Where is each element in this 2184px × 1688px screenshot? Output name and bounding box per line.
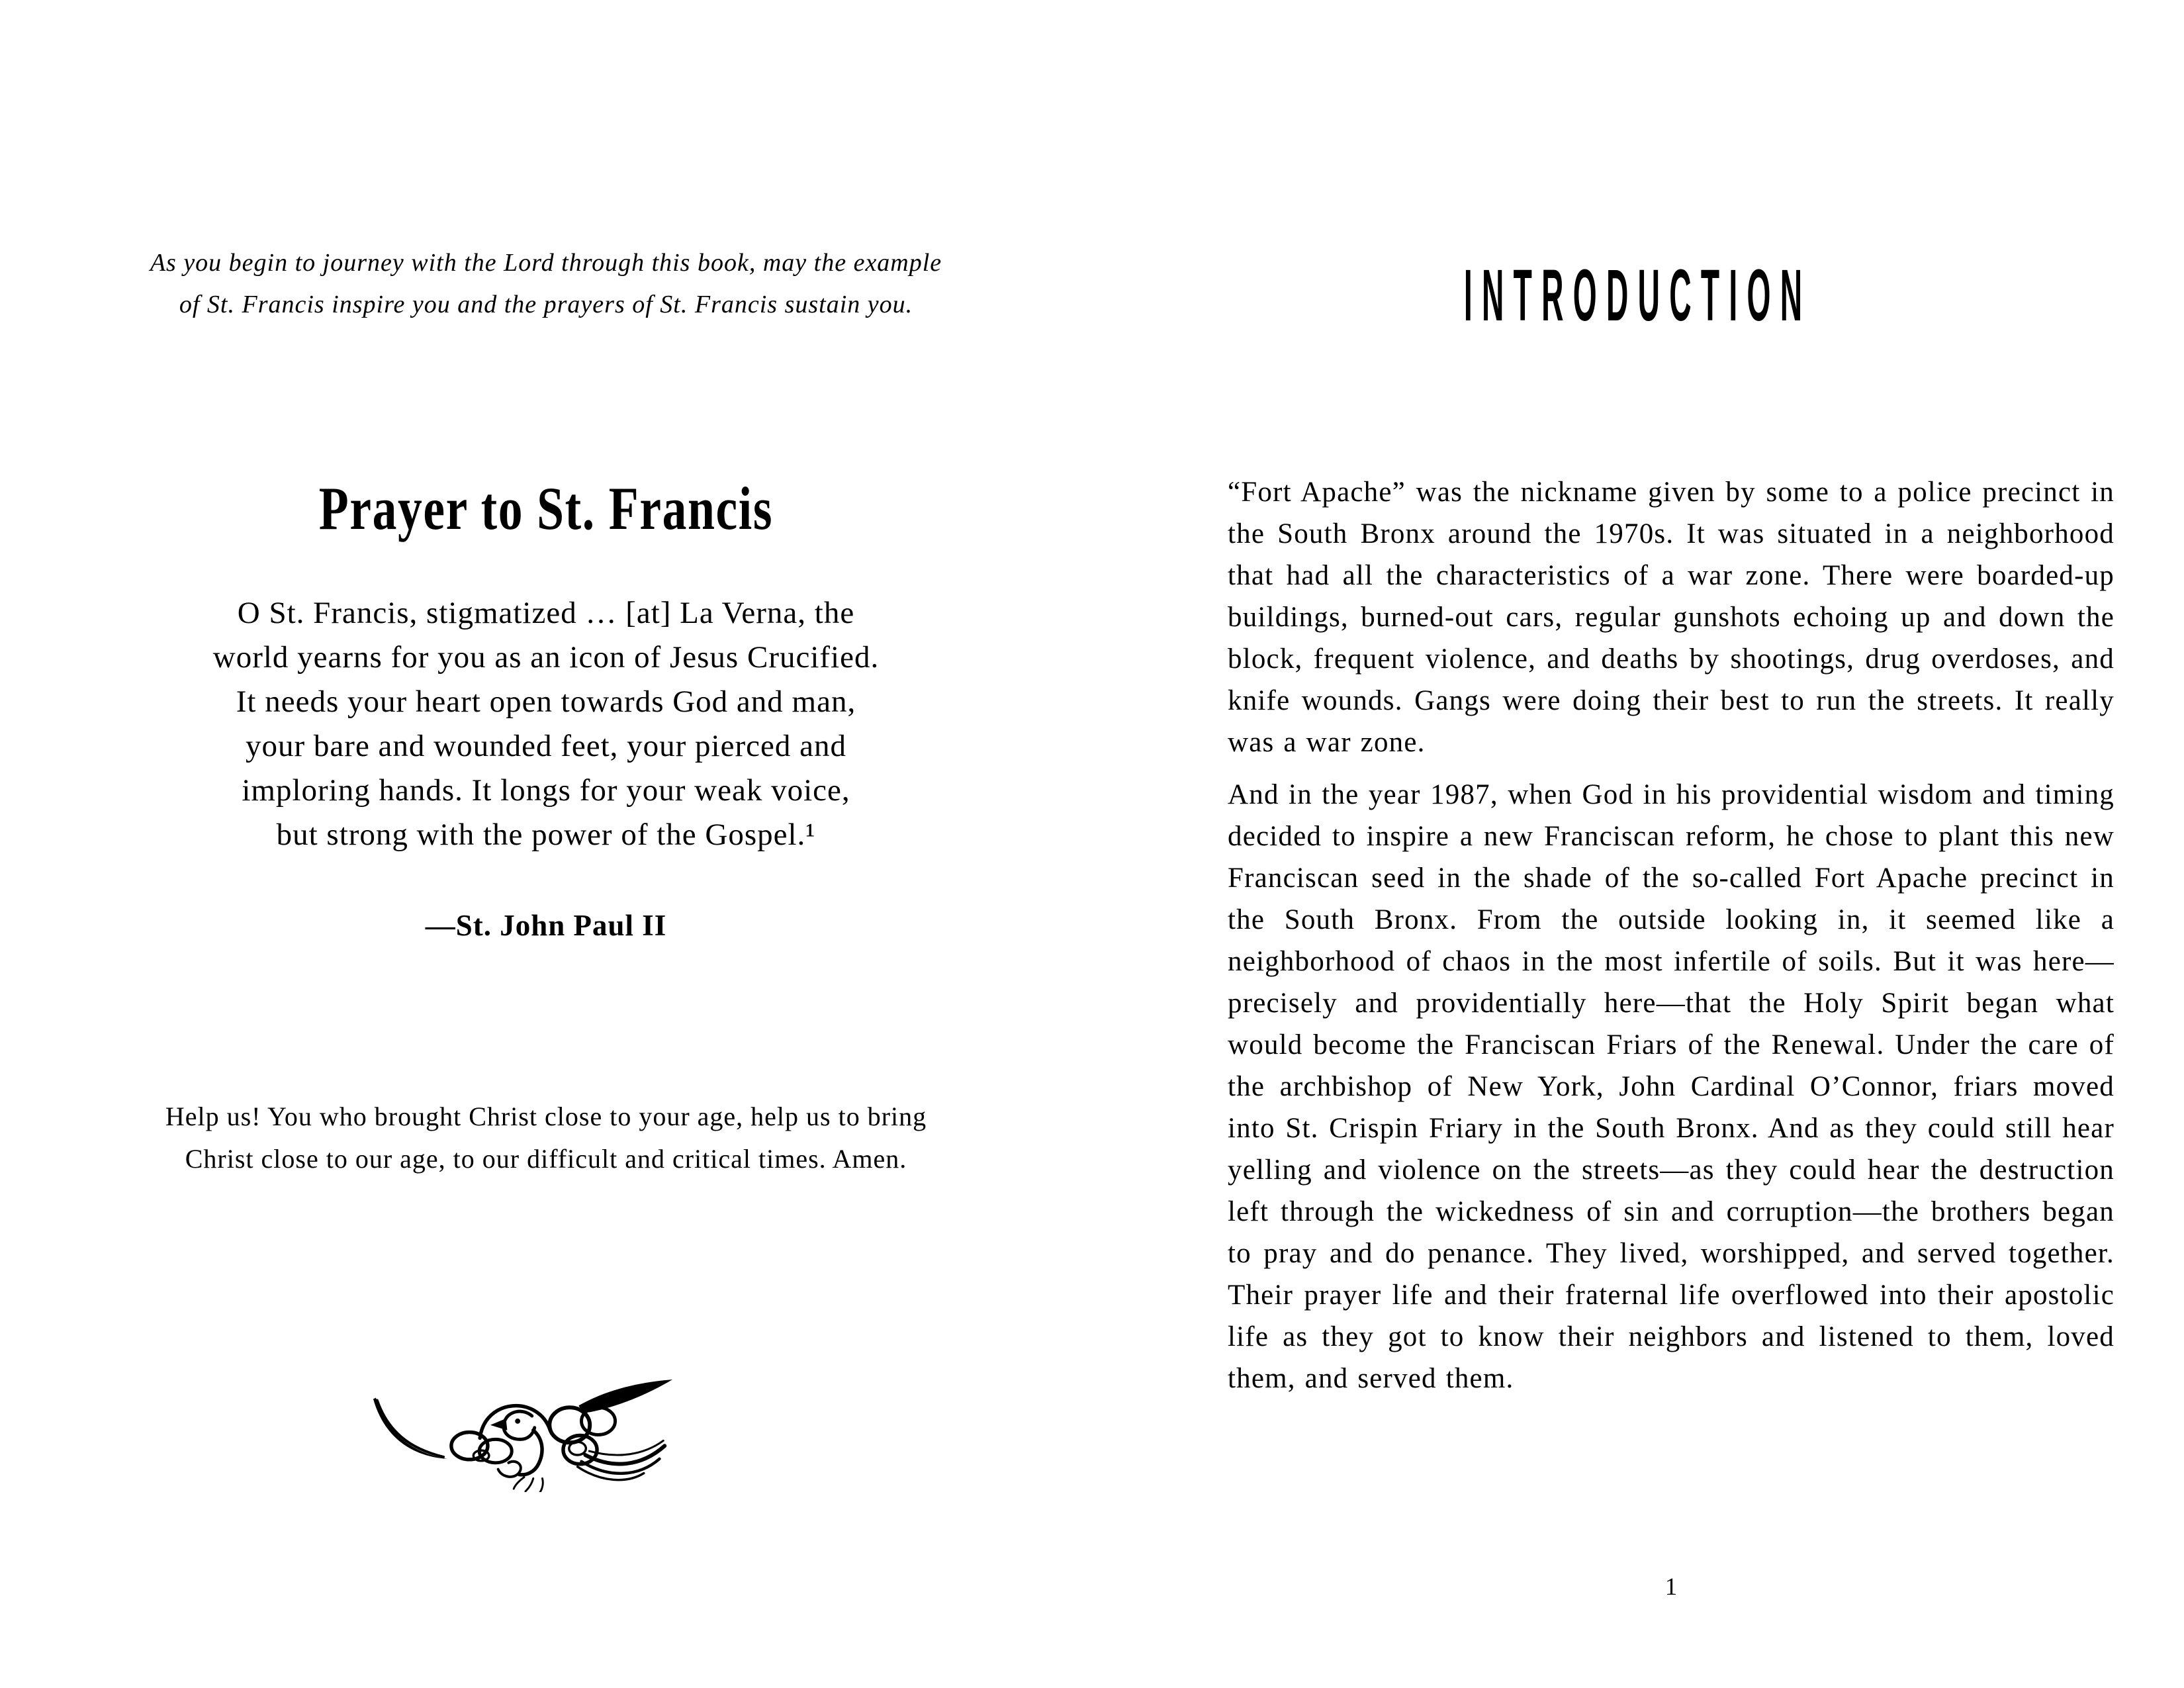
dove-flourish-ornament (368, 1378, 679, 1492)
prayer-title (0, 474, 1092, 544)
chapter-title (1092, 255, 2184, 336)
prayer-title-text: Prayer to St. Francis (318, 475, 774, 542)
page-number: 1 (1664, 1573, 1678, 1601)
epigraph: As you begin to journey with the Lord through this book, may the example of St. Francis inspire you and the prayers of St. Francis sustain you. (150, 249, 942, 318)
right-page (1092, 0, 2184, 1688)
closing-prayer: Help us! You who brought Christ close to your age, help us to bring Christ close to our age, to our difficult and critical times. Amen. (165, 1102, 927, 1174)
introduction-body (1228, 471, 2115, 1410)
intro-paragraph-2: And in the year 1987, when God in his providential wisdom and timing decided to inspire a new Franciscan reform, he chose to plant this new Franciscan seed in the shade of the so-called Fort Apache precinct in the South Bronx. From the outside looking in, it seemed like a neighborhood of chaos in the most infertile of soils. But it was here—precisely and providentially here—that the Holy Spirit began what would become the Franciscan Friars of the Renewal. Under the care of the archbishop of New York, John Cardinal O’Connor, friars moved into St. Crispin Friary in the South Bronx. And as they could still hear yelling and violence on the streets—as they could hear the destruction left through the wickedness of sin and corruption—the brothers began to pray and do penance. They lived, worshipped, and served together. Their prayer life and their fraternal life overflowed into their apostolic life as they got to know their neighbors and listened to them, loved them, and served them. (1228, 779, 2115, 1394)
intro-paragraph-1: “Fort Apache” was the nickname given by some to a police precinct in the South Bronx around the 1970s. It was situated in a neighborhood that had all the characteristics of a war zone. There were boarded-up buildings, burned-out cars, regular gunshots echoing up and down the block, frequent violence, and deaths by shootings, drug overdoses, and knife wounds. Gangs were doing their best to run the streets. It really was a war zone. (1228, 477, 2115, 758)
prayer-poem: O St. Francis, stigmatized … [at] La Verna, the world yearns for you as an icon of Jesus Crucified. It needs your heart open towards God and man, your bare and wounded feet, your pierced and imploring hands. It longs for your weak voice, but strong with the power of the Gospel.¹ (212, 596, 880, 852)
chapter-title-text: INTRODUCTION (1464, 255, 1812, 336)
attribution: —St. John Paul II (425, 909, 667, 942)
